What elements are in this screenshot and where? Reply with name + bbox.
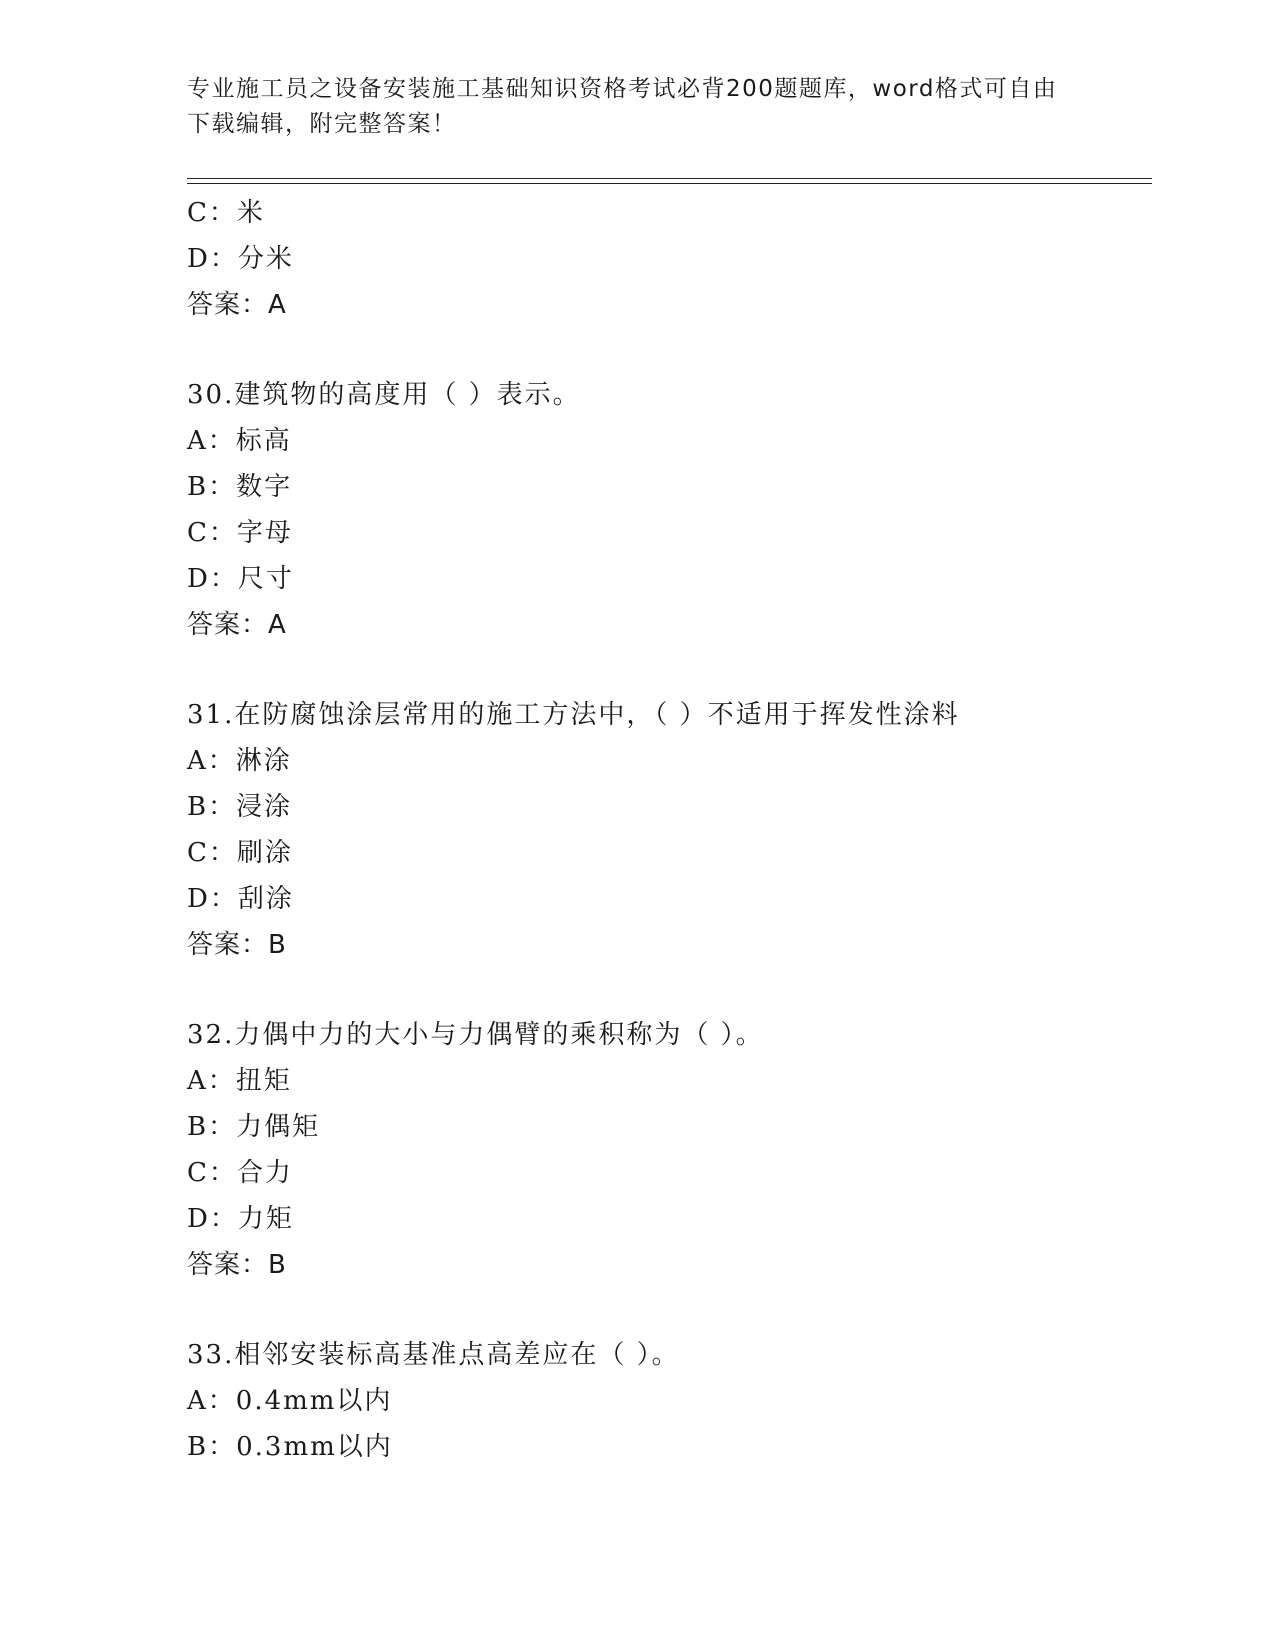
question-29-continuation [187, 190, 1167, 328]
question-stem: 31.在防腐蚀涂层常用的施工方法中，（ ）不适用于挥发性涂料 [187, 700, 960, 730]
header-title-line-2: 下载编辑，附完整答案！ [187, 111, 457, 137]
option-a: A：标高 [187, 426, 292, 456]
option-b: B：0.3mm以内 [187, 1432, 393, 1462]
option-c: C：米 [187, 198, 265, 228]
question-stem: 32.力偶中力的大小与力偶臂的乘积称为（ ）。 [187, 1020, 764, 1050]
answer-line: 答案：B [187, 1250, 287, 1280]
question-stem: 30.建筑物的高度用（ ）表示。 [187, 380, 581, 410]
answer-line: 答案：A [187, 290, 287, 320]
option-d: D：尺寸 [187, 564, 294, 594]
question-stem: 33.相邻安装标高基准点高差应在（ ）。 [187, 1340, 680, 1370]
spacer [187, 968, 1167, 1012]
option-d: D：力矩 [187, 1204, 294, 1234]
spacer [187, 648, 1167, 692]
option-d: D：分米 [187, 244, 294, 274]
option-c: C：刷涂 [187, 838, 293, 868]
option-a: A：0.4mm以内 [187, 1386, 393, 1416]
header-divider-top [187, 178, 1152, 179]
option-d: D：刮涂 [187, 884, 294, 914]
option-c: C：合力 [187, 1158, 293, 1188]
option-c: C：字母 [187, 518, 293, 548]
question-30 [187, 372, 1167, 648]
answer-line: 答案：B [187, 930, 287, 960]
option-b: B：浸涂 [187, 792, 293, 822]
header-title-line-1: 专业施工员之设备安装施工基础知识资格考试必背200题题库，word格式可自由 [187, 76, 1058, 102]
question-list [187, 190, 1167, 1470]
option-b: B：力偶矩 [187, 1112, 321, 1142]
question-32 [187, 1012, 1167, 1288]
answer-line: 答案：A [187, 610, 287, 640]
question-31 [187, 692, 1167, 968]
spacer [187, 1288, 1167, 1332]
document-header [187, 72, 1087, 142]
option-a: A：扭矩 [187, 1066, 292, 1096]
spacer [187, 328, 1167, 372]
header-divider-bottom [187, 183, 1152, 184]
option-a: A：淋涂 [187, 746, 292, 776]
question-33 [187, 1332, 1167, 1470]
option-b: B：数字 [187, 472, 293, 502]
